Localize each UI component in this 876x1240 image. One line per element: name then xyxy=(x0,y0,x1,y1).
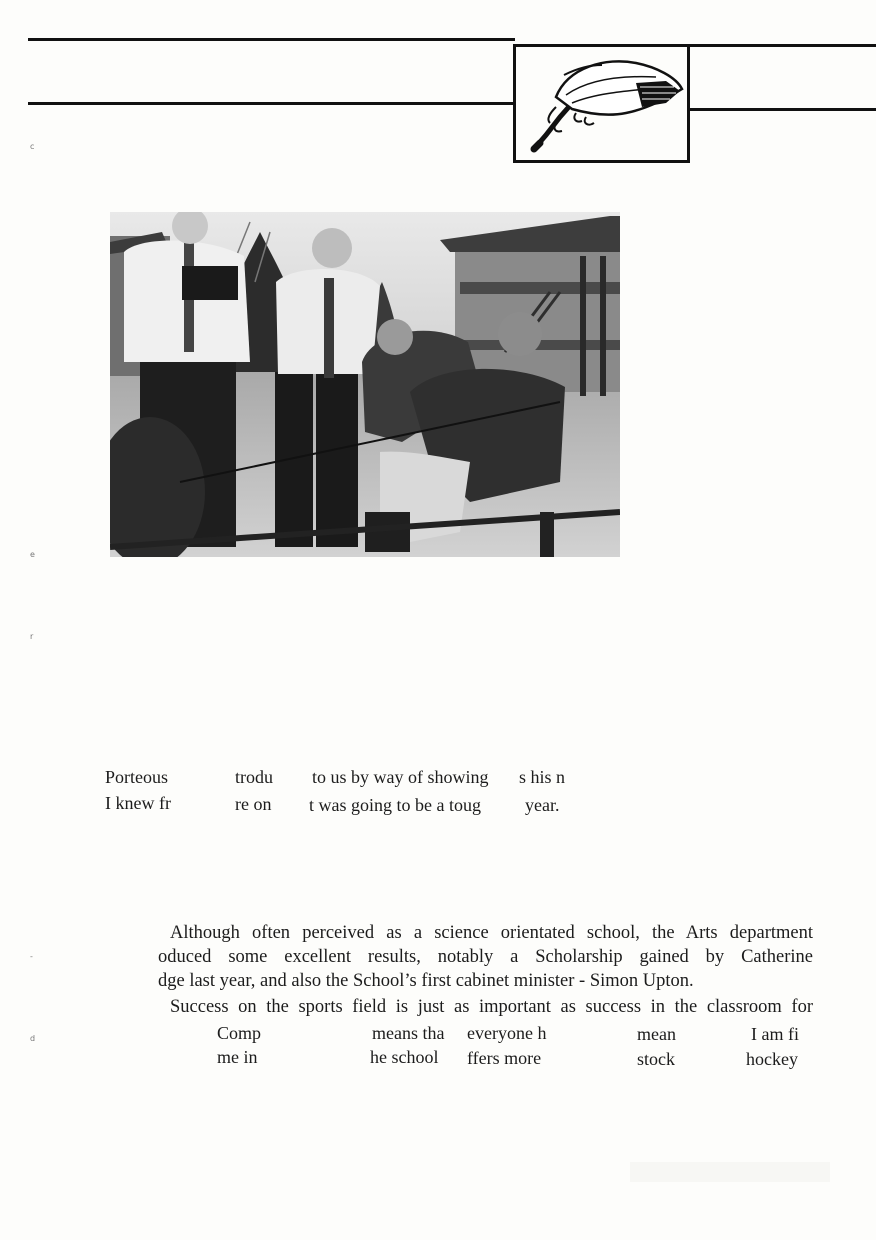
fragment-text: me in xyxy=(217,1047,258,1067)
paragraph-line: Although often perceived as a science orientated school, the Arts department xyxy=(170,923,813,943)
fragment-text: Porteous xyxy=(105,767,168,787)
fragment-text: trodu xyxy=(235,767,273,787)
fragment-text: Comp xyxy=(217,1023,262,1043)
top-rule-right xyxy=(690,44,876,47)
photo-students-rowing-machine xyxy=(110,212,620,557)
quill-feather-icon xyxy=(516,47,687,160)
fragment-text: I knew fr xyxy=(105,793,171,813)
fragment-text: he school xyxy=(370,1047,439,1067)
margin-mark: c xyxy=(30,142,35,151)
logo-box xyxy=(513,44,690,163)
top-rule-left xyxy=(28,38,515,41)
fragment-text: re on xyxy=(235,794,272,814)
fragment-text: means tha xyxy=(372,1023,445,1043)
fragment-text: year. xyxy=(525,795,560,815)
margin-mark: e xyxy=(30,550,35,559)
fragment-text: everyone h xyxy=(467,1023,547,1043)
fragment-text: stock xyxy=(637,1049,675,1069)
fragment-text: ffers more xyxy=(467,1048,542,1068)
faint-smudge xyxy=(630,1162,830,1182)
fragment-text: t was going to be a toug xyxy=(309,795,481,815)
lower-rule-right xyxy=(690,108,876,111)
margin-mark: - xyxy=(30,952,33,961)
paragraph-line: dge last year, and also the School’s first cabinet minister - Simon Upton. xyxy=(158,971,694,991)
paragraph-line: oduced some excellent results, notably a Scholarship gained by Catherine xyxy=(158,947,813,967)
fragment-text: s his n xyxy=(519,767,566,787)
paragraph-line: Success on the sports field is just as important as success in the classroom for xyxy=(170,997,813,1017)
fragment-text: I am fi xyxy=(751,1024,799,1044)
margin-mark: r xyxy=(30,632,34,641)
fragment-text: hockey xyxy=(746,1049,798,1069)
fragment-text: to us by way of showing xyxy=(312,767,489,787)
margin-mark: d xyxy=(30,1034,36,1043)
fragment-text: mean xyxy=(637,1024,676,1044)
lower-rule-left xyxy=(28,102,515,105)
